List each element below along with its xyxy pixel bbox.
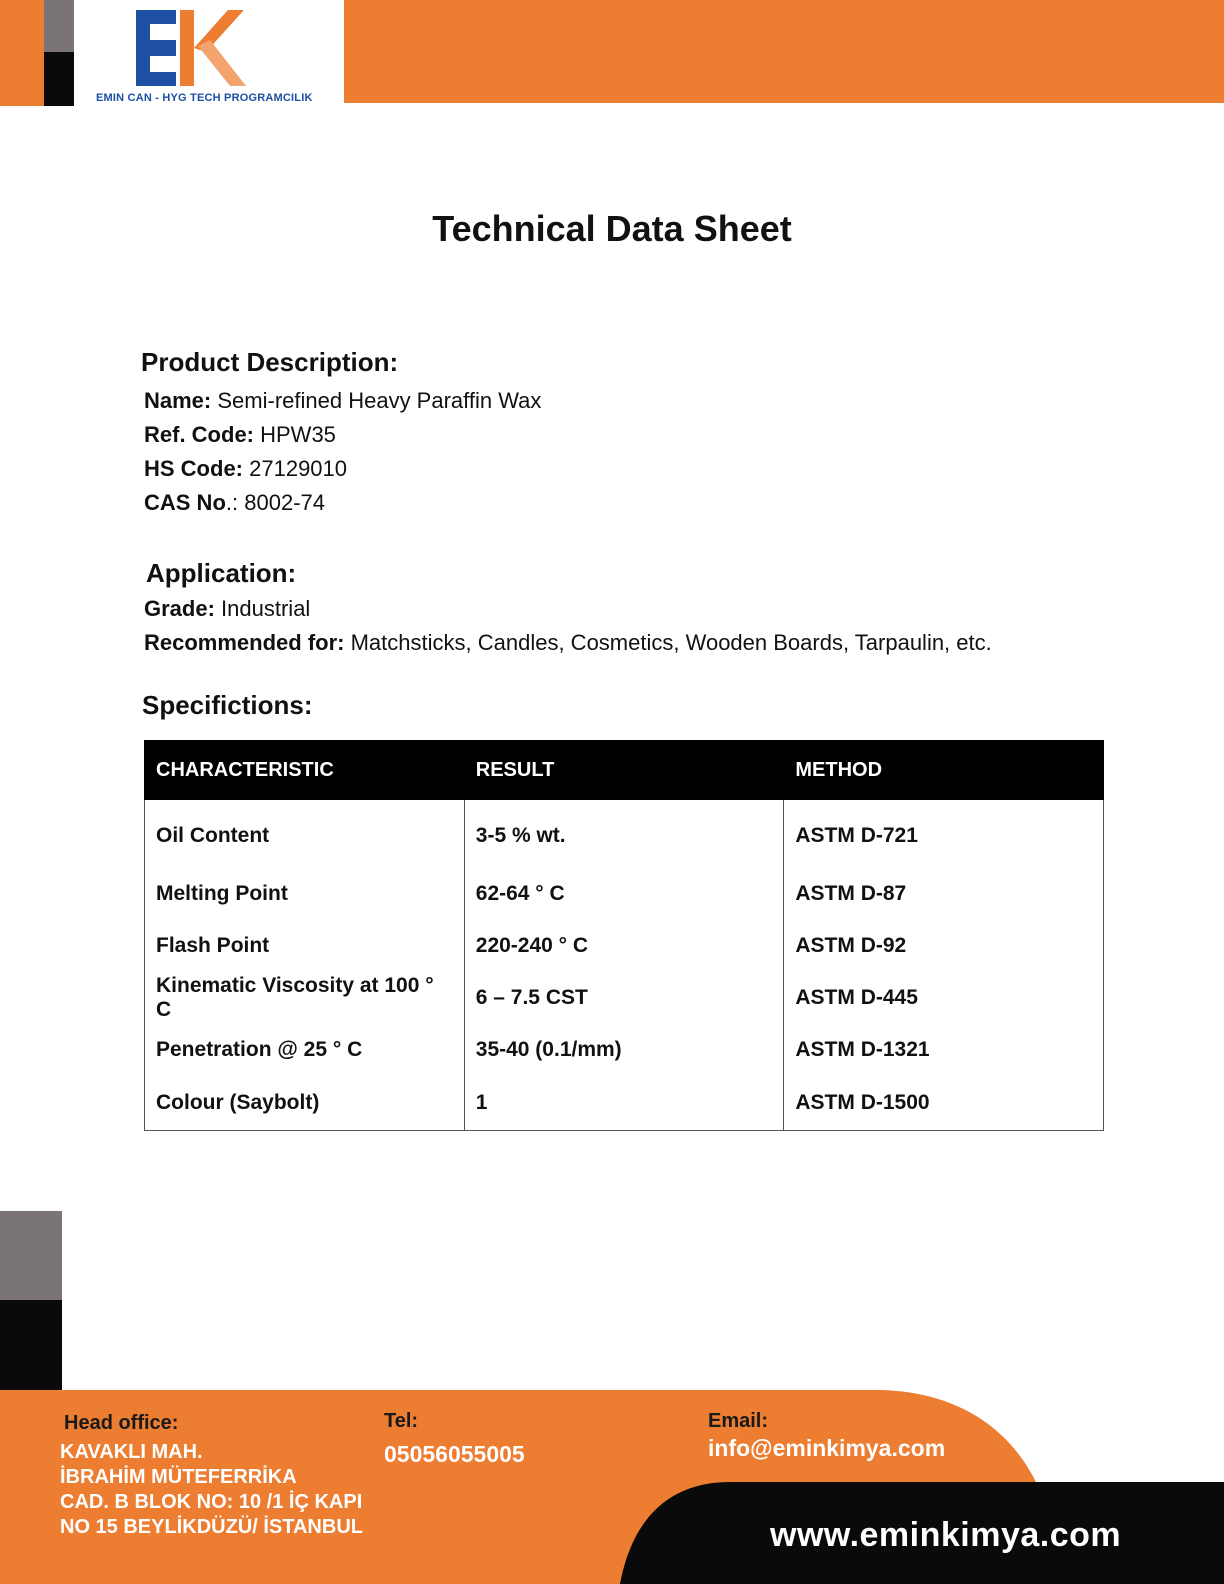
header-orange-band bbox=[344, 0, 1224, 103]
table-header-row bbox=[145, 740, 1104, 800]
characteristic-cell: Kinematic Viscosity at 100 ° C bbox=[145, 972, 465, 1024]
side-gray-block bbox=[0, 1211, 62, 1300]
characteristic-cell: Flash Point bbox=[145, 920, 465, 972]
header-orange-block-left bbox=[0, 0, 44, 106]
column-header-result: RESULT bbox=[464, 740, 784, 800]
table-row bbox=[145, 920, 1104, 972]
method-cell: ASTM D-87 bbox=[784, 868, 1104, 920]
application-heading: Application: bbox=[146, 558, 297, 588]
method-cell: ASTM D-1500 bbox=[784, 1076, 1104, 1131]
result-cell: 35-40 (0.1/mm) bbox=[464, 1024, 784, 1076]
product-name-field bbox=[144, 388, 541, 414]
head-office-label: Head office: bbox=[64, 1412, 179, 1434]
table-row bbox=[145, 972, 1104, 1024]
ref-code-field bbox=[144, 422, 336, 448]
table-row bbox=[145, 1024, 1104, 1076]
hs-code-field bbox=[144, 456, 347, 482]
table-row bbox=[145, 800, 1104, 868]
specifications-heading: Specifictions: bbox=[142, 690, 313, 720]
result-cell: 1 bbox=[464, 1076, 784, 1131]
grade-label: Grade: bbox=[144, 596, 215, 621]
hs-code-label: HS Code: bbox=[144, 456, 243, 481]
table-row bbox=[145, 868, 1104, 920]
method-cell: ASTM D-721 bbox=[784, 800, 1104, 868]
hs-code-value: 27129010 bbox=[249, 456, 348, 481]
method-cell: ASTM D-92 bbox=[784, 920, 1104, 972]
logo-caption: EMIN CAN - HYG TECH PROGRAMCILIK bbox=[96, 92, 313, 104]
email-link[interactable]: info@eminkimya.com bbox=[708, 1435, 946, 1461]
address-line: NO 15 BEYLİKDÜZÜ/ İSTANBUL bbox=[60, 1516, 363, 1538]
table-row bbox=[145, 1076, 1104, 1131]
product-name-value: Semi-refined Heavy Paraffin Wax bbox=[217, 388, 542, 413]
ref-code-value: HPW35 bbox=[260, 422, 336, 447]
characteristic-cell: Oil Content bbox=[145, 800, 465, 868]
header-black-block bbox=[44, 52, 74, 106]
characteristic-cell: Penetration @ 25 ° C bbox=[145, 1024, 465, 1076]
recommended-value: Matchsticks, Candles, Cosmetics, Wooden Boards, Tarpaulin, etc. bbox=[350, 630, 992, 655]
cas-no-field bbox=[144, 490, 325, 516]
result-cell: 220-240 ° C bbox=[464, 920, 784, 972]
cas-no-label: CAS No bbox=[144, 490, 226, 515]
ref-code-label: Ref. Code: bbox=[144, 422, 254, 447]
characteristic-cell: Melting Point bbox=[145, 868, 465, 920]
side-black-block bbox=[0, 1300, 62, 1390]
column-header-characteristic: CHARACTERISTIC bbox=[145, 740, 465, 800]
address-line: CAD. B BLOK NO: 10 /1 İÇ KAPI bbox=[60, 1491, 363, 1513]
page-title: Technical Data Sheet bbox=[432, 208, 792, 249]
method-cell: ASTM D-445 bbox=[784, 972, 1104, 1024]
characteristic-cell: Colour (Saybolt) bbox=[145, 1076, 465, 1131]
column-header-method: METHOD bbox=[784, 740, 1104, 800]
head-office-address bbox=[60, 1440, 363, 1540]
product-name-label: Name: bbox=[144, 388, 212, 413]
recommended-field bbox=[144, 630, 992, 656]
tel-value[interactable]: 05056055005 bbox=[384, 1441, 525, 1467]
grade-field bbox=[144, 596, 310, 622]
result-cell: 62-64 ° C bbox=[464, 868, 784, 920]
cas-no-colon: .: bbox=[225, 490, 239, 515]
company-logo bbox=[136, 10, 246, 86]
specifications-table bbox=[144, 740, 1104, 1131]
grade-value: Industrial bbox=[221, 596, 311, 621]
product-description-heading: Product Description: bbox=[141, 347, 399, 377]
address-line: İBRAHİM MÜTEFERRİKA bbox=[60, 1466, 297, 1488]
tel-label: Tel: bbox=[384, 1410, 419, 1432]
result-cell: 6 – 7.5 CST bbox=[464, 972, 784, 1024]
method-cell: ASTM D-1321 bbox=[784, 1024, 1104, 1076]
address-line: KAVAKLI MAH. bbox=[60, 1441, 203, 1463]
email-label: Email: bbox=[708, 1410, 769, 1432]
cas-no-value: 8002-74 bbox=[244, 490, 325, 515]
website-link[interactable]: www.eminkimya.com bbox=[770, 1516, 1122, 1554]
recommended-label: Recommended for: bbox=[144, 630, 345, 655]
header-gray-block bbox=[44, 0, 74, 52]
result-cell: 3-5 % wt. bbox=[464, 800, 784, 868]
